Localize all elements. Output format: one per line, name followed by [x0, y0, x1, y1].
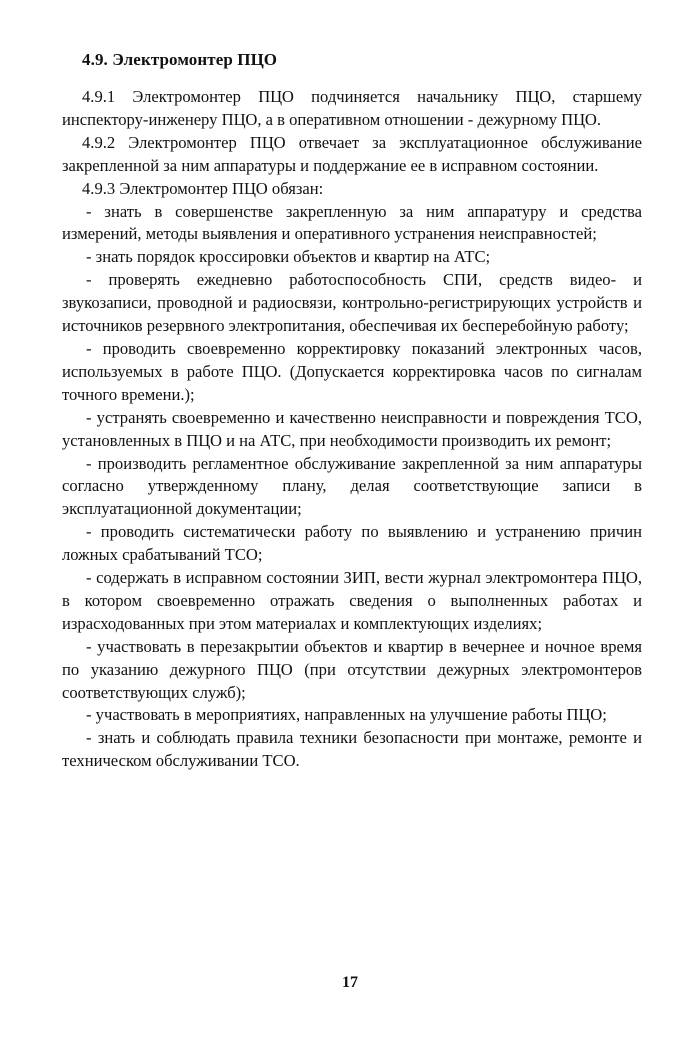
paragraph-4-9-3: 4.9.3 Электромонтер ПЦО обязан:	[82, 178, 324, 198]
duty-item: - проводить своевременно корректировку показаний электронных часов, используемых в работе ПЦО. (Допускается корректировка часов по сигналам точного времени.);	[62, 338, 642, 404]
paragraph-4-9-2: 4.9.2 Электромонтер ПЦО отвечает за эксплуатационное обслуживание закрепленной за ним аппаратуры и поддержание ее в исправном состоянии.	[62, 132, 642, 175]
page-number: 17	[342, 974, 358, 991]
duty-item: - участвовать в перезакрытии объектов и квартир в вечернее и ночное время по указанию дежурного ПЦО (при отсутствии дежурных электромонтеров соответствующих служб);	[62, 636, 642, 702]
duty-item: - проводить систематически работу по выявлению и устранению причин ложных срабатываний ТСО;	[62, 522, 642, 565]
duty-item: - устранять своевременно и качественно неисправности и повреждения ТСО, установленных в ПЦО и на АТС, при необходимости производить их ремонт;	[62, 407, 642, 450]
section-body	[62, 86, 642, 773]
duty-item: - содержать в исправном состоянии ЗИП, вести журнал электромонтера ПЦО, в котором своевременно отражать сведения о выполненных работах и израсходованных при этом материалах и комплектующих изделиях;	[62, 568, 642, 633]
duty-item: - знать порядок кроссировки объектов и квартир на АТС;	[86, 247, 491, 267]
duty-item: - производить регламентное обслуживание закрепленной за ним аппаратуры согласно утвержденному плану, делая соответствующие записи в эксплуатационной документации;	[62, 453, 642, 519]
paragraph-4-9-1: 4.9.1 Электромонтер ПЦО подчиняется начальнику ПЦО, старшему инспектору-инженеру ПЦО, а в оперативном отношении - дежурному ПЦО.	[62, 87, 642, 129]
duty-item: - знать и соблюдать правила техники безопасности при монтаже, ремонте и техническом обслуживании ТСО.	[62, 728, 642, 771]
duty-item: - знать в совершенстве закрепленную за ним аппаратуру и средства измерений, методы выявления и оперативного устранения неисправностей;	[62, 201, 642, 244]
section-heading: 4.9. Электромонтер ПЦО	[82, 50, 278, 69]
duty-item: - проверять ежедневно работоспособность СПИ, средств видео- и звукозаписи, проводной и радиосвязи, контрольно-регистрирующих устройств и источников резервного электропитания, обеспечивая их бесперебойную работу;	[62, 270, 642, 336]
duty-item: - участвовать в мероприятиях, направленных на улучшение работы ПЦО;	[86, 705, 607, 725]
